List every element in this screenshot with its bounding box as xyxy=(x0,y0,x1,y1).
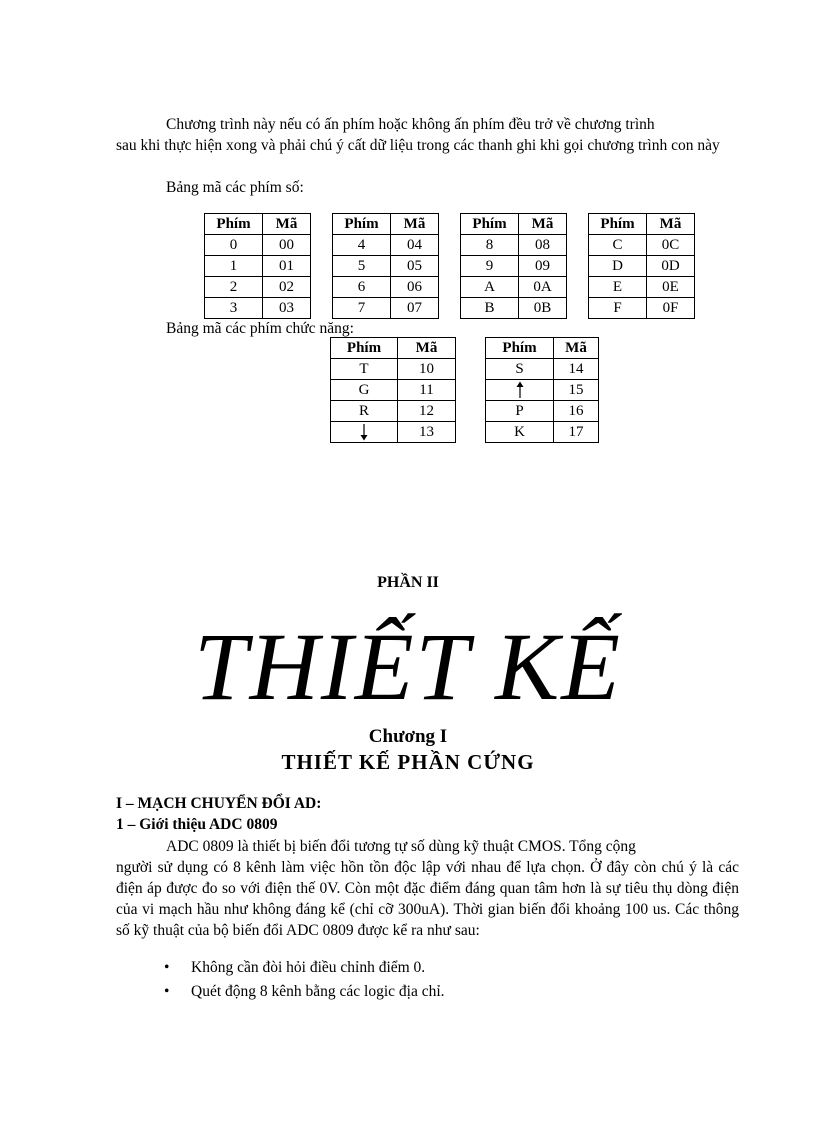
list-item: • Không cần đòi hỏi điều chỉnh điểm 0. xyxy=(116,956,739,980)
code-cell: 00 xyxy=(263,235,311,256)
part-title: THIẾT KẾ xyxy=(194,613,622,720)
code-cell: 04 xyxy=(391,235,439,256)
code-cell: 0F xyxy=(647,298,695,319)
chapter-title: THIẾT KẾ PHẦN CỨNG xyxy=(281,750,535,774)
code-cell: 0B xyxy=(519,298,567,319)
code-cell: 12 xyxy=(398,401,456,422)
key-cell: T xyxy=(331,359,398,380)
spec-list xyxy=(116,956,739,1004)
table-row xyxy=(331,401,599,422)
col-header-code: Mã xyxy=(647,214,695,235)
col-header-code: Mã xyxy=(554,338,599,359)
section-body-line1: ADC 0809 là thiết bị biến đổi tương tự số dùng kỹ thuật CMOS. Tổng cộng xyxy=(166,838,636,855)
function-keys-caption: Bảng mã các phím chức năng: xyxy=(166,320,354,337)
key-cell: 3 xyxy=(205,298,263,319)
numeric-keys-caption: Bảng mã các phím số: xyxy=(166,179,304,196)
up-arrow-icon xyxy=(515,381,525,399)
code-cell: 10 xyxy=(398,359,456,380)
intro-paragraph-line1: Chương trình này nếu có ấn phím hoặc không ấn phím đều trở về chương trình xyxy=(166,116,655,133)
table-row xyxy=(205,298,695,319)
table-row xyxy=(331,380,599,401)
key-cell: 9 xyxy=(461,256,519,277)
table-row xyxy=(205,277,695,298)
col-header-key: Phím xyxy=(589,214,647,235)
key-cell: K xyxy=(486,422,554,443)
key-cell: R xyxy=(331,401,398,422)
key-cell: F xyxy=(589,298,647,319)
table-row xyxy=(205,235,695,256)
key-cell: 8 xyxy=(461,235,519,256)
table-row xyxy=(331,422,599,443)
code-cell: 16 xyxy=(554,401,599,422)
code-cell: 0D xyxy=(647,256,695,277)
key-cell: 4 xyxy=(333,235,391,256)
col-header-code: Mã xyxy=(391,214,439,235)
numeric-key-table xyxy=(204,213,695,319)
code-cell: 17 xyxy=(554,422,599,443)
col-header-code: Mã xyxy=(398,338,456,359)
key-cell: 2 xyxy=(205,277,263,298)
key-cell: D xyxy=(589,256,647,277)
table-header-row xyxy=(205,214,695,235)
section-heading: I – MẠCH CHUYỂN ĐỔI AD: xyxy=(116,795,322,812)
col-header-key: Phím xyxy=(461,214,519,235)
code-cell: 09 xyxy=(519,256,567,277)
code-cell: 14 xyxy=(554,359,599,380)
code-cell: 0A xyxy=(519,277,567,298)
key-cell: A xyxy=(461,277,519,298)
code-cell: 08 xyxy=(519,235,567,256)
col-header-code: Mã xyxy=(519,214,567,235)
table-row xyxy=(205,256,695,277)
col-header-key: Phím xyxy=(331,338,398,359)
key-cell: 1 xyxy=(205,256,263,277)
function-key-table xyxy=(330,337,599,443)
code-cell: 05 xyxy=(391,256,439,277)
section-body-rest: người sử dụng có 8 kênh làm việc hồn tồn độc lập với nhau để lựa chọn. Ở đây còn chú ý là các điện áp được đo so với điện thế 0V. Còn một đặc điểm đáng quan tâm hơn là sự tiêu thụ dòng điện của vi mạch hầu như không đáng kể (chỉ cỡ 300uA). Thời gian biến đổi khoảng 100 us. Các thông số kỹ thuật của bộ biến đổi ADC 0809 được kể ra như sau: xyxy=(116,859,739,939)
col-header-key: Phím xyxy=(333,214,391,235)
code-cell: 13 xyxy=(398,422,456,443)
code-cell: 15 xyxy=(554,380,599,401)
key-cell: B xyxy=(461,298,519,319)
key-cell xyxy=(331,422,398,443)
key-cell: 0 xyxy=(205,235,263,256)
code-cell: 03 xyxy=(263,298,311,319)
key-cell: 5 xyxy=(333,256,391,277)
part-label: PHẦN II xyxy=(377,574,439,591)
col-header-key: Phím xyxy=(486,338,554,359)
intro-paragraph-rest: sau khi thực hiện xong và phải chú ý cất dữ liệu trong các thanh ghi khi gọi chương trình con này xyxy=(116,137,720,154)
key-cell: 6 xyxy=(333,277,391,298)
key-cell: S xyxy=(486,359,554,380)
col-header-code: Mã xyxy=(263,214,311,235)
key-cell: G xyxy=(331,380,398,401)
chapter-label: Chương I xyxy=(368,726,448,747)
code-cell: 02 xyxy=(263,277,311,298)
code-cell: 0E xyxy=(647,277,695,298)
code-cell: 01 xyxy=(263,256,311,277)
col-header-key: Phím xyxy=(205,214,263,235)
code-cell: 06 xyxy=(391,277,439,298)
key-cell xyxy=(486,380,554,401)
key-cell: 7 xyxy=(333,298,391,319)
down-arrow-icon xyxy=(359,423,369,441)
subsection-heading: 1 – Giới thiệu ADC 0809 xyxy=(116,816,278,833)
table-header-row xyxy=(331,338,599,359)
table-row xyxy=(331,359,599,380)
key-cell: E xyxy=(589,277,647,298)
key-cell: P xyxy=(486,401,554,422)
code-cell: 0C xyxy=(647,235,695,256)
code-cell: 07 xyxy=(391,298,439,319)
key-cell: C xyxy=(589,235,647,256)
list-item: • Quét động 8 kênh bằng các logic địa chỉ. xyxy=(116,980,739,1004)
code-cell: 11 xyxy=(398,380,456,401)
